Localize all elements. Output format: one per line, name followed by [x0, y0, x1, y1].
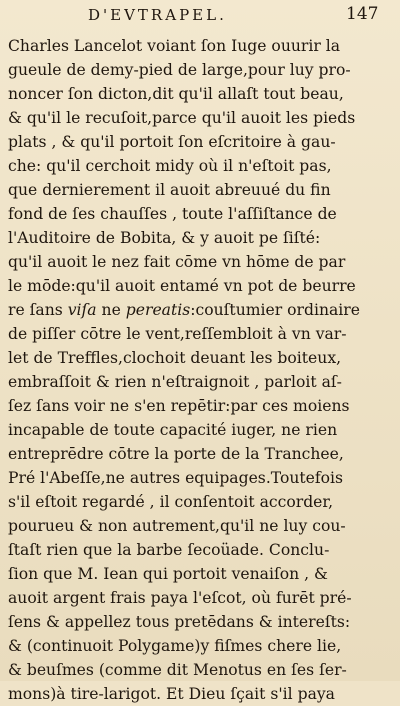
text-line: incapable de toute capacité iuger, ne rien: [8, 421, 338, 439]
text-line: ſens & appellez tous pretēdans & intereſts:: [8, 613, 351, 631]
text-line: le mōde:qu'il auoit entamé vn pot de beurre: [8, 277, 356, 295]
text-line: embraſſoit & rien n'eſtraignoit , parloit aſ-: [8, 373, 342, 391]
text-line: l'Auditoire de Bobita, & y auoit pe ſiſté:: [8, 229, 321, 247]
text-line: noncer ſon dicton,dit qu'il allaſt tout beau,: [8, 85, 344, 103]
latin-term: pereatis: [125, 301, 191, 319]
text-line: qu'il auoit le nez fait cōme vn hōme de par: [8, 253, 346, 271]
text-line: entreprēdre cōtre la porte de la Tranchee,: [8, 445, 344, 463]
page-number: 147: [346, 4, 379, 24]
text-line: de piſſer cōtre le vent,reſſembloit à vn var-: [8, 325, 347, 343]
text-line: que dernierement il auoit abreuué du fin: [8, 181, 331, 199]
text-line: ſez ſans voir ne s'en repētir:par ces moiens: [8, 397, 350, 415]
text-line: s'il eſtoit regardé , il conſentoit accorder,: [8, 493, 334, 511]
text-line: & beuſmes (comme dit Menotus en ſes ſer-: [8, 661, 347, 679]
text-line: plats , & qu'il portoit ſon eſcritoire à gau-: [8, 133, 336, 151]
page-header: [0, 2, 400, 30]
text-line: & qu'il le recuſoit,parce qu'il auoit les pieds: [8, 109, 356, 127]
text-line: & (continuoit Polygame)y fiſmes chere lie,: [8, 637, 342, 655]
text-line: pourueu & non autrement,qu'il ne luy cou-: [8, 517, 346, 535]
text-line: fond de ſes chauſſes , toute l'aſſiſtance de: [8, 205, 337, 223]
latin-term: viſa: [67, 301, 97, 319]
text-line: auoit argent frais paya l'eſcot, où furēt pré-: [8, 589, 352, 607]
text-line: ſion que M. Iean qui portoit venaiſon , &: [8, 565, 328, 583]
text-line: let de Treffles,clochoit deuant les boiteux,: [8, 349, 342, 367]
line-text: ne: [96, 301, 126, 319]
text-line: che: qu'il cerchoit midy où il n'eſtoit pas,: [8, 157, 332, 175]
text-line: mons)à tire-larigot. Et Dieu ſçait s'il paya: [8, 685, 335, 703]
line-text: :couſtumier ordinaire: [190, 301, 360, 319]
text-line: ſtaſt rien que la barbe ſecoüade. Conclu-: [8, 541, 330, 559]
line-text: re ſans: [8, 301, 68, 319]
text-line: Charles Lancelot voiant ſon Iuge ouurir la: [8, 37, 341, 55]
running-head: D'EVTRAPEL.: [88, 6, 227, 24]
text-line: Pré l'Abeſſe,ne autres equipages.Toutefois: [8, 469, 344, 487]
text-body: [8, 34, 392, 706]
text-line-with-latin: [8, 298, 392, 322]
text-line: gueule de demy-pied de large,pour luy pro-: [8, 61, 351, 79]
